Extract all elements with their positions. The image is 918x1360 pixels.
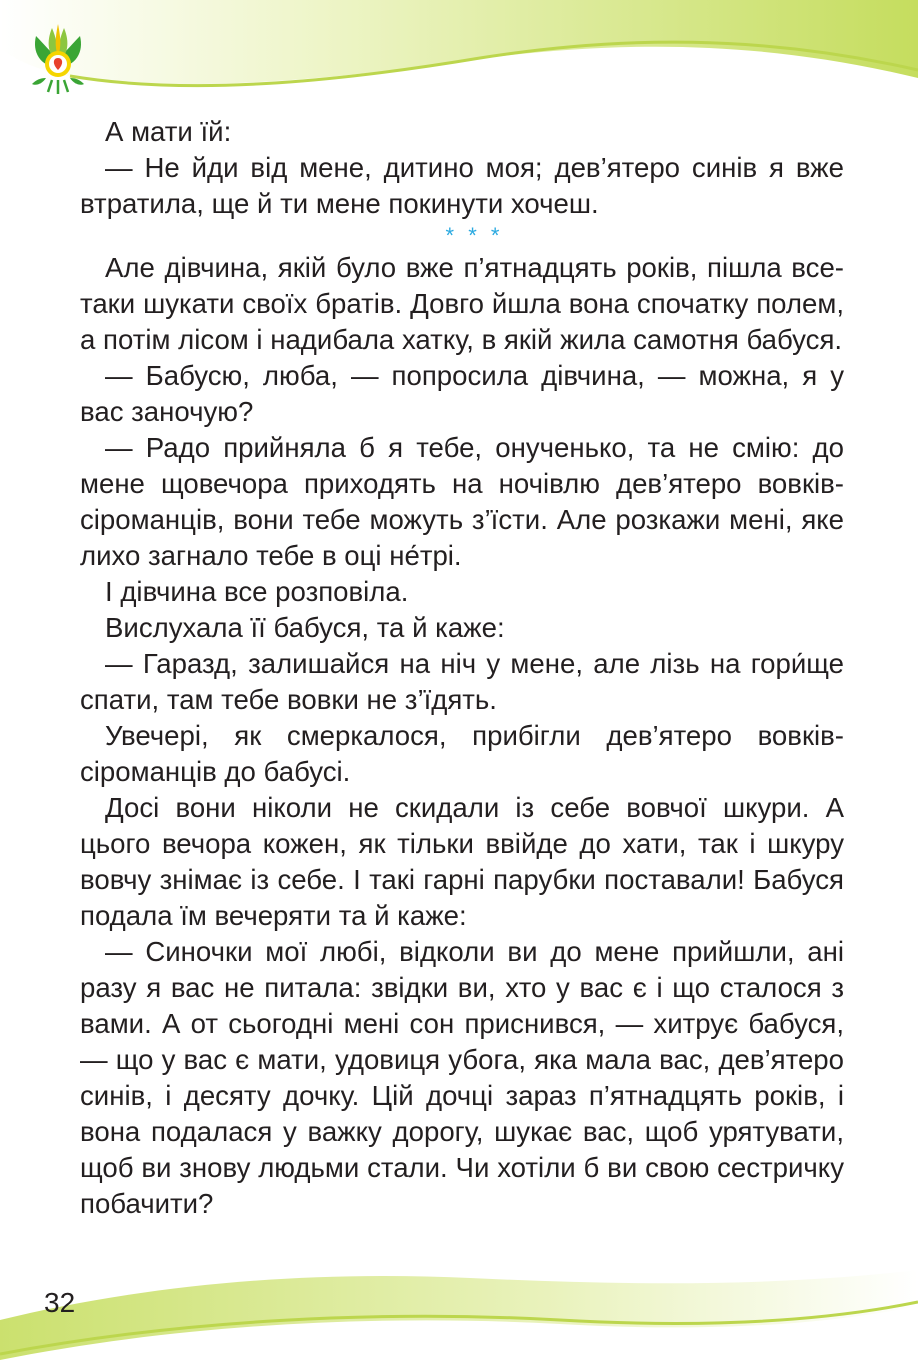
paragraph: А мати їй: xyxy=(105,116,232,147)
section-divider: * * * xyxy=(445,223,504,248)
page-number: 32 xyxy=(44,1287,76,1318)
paragraph: Але дівчина, якій було вже п’ятнадцять років, пішла все-таки шукати своїх братів. Довго йшла вона спочатку полем, а потім лісом і надибала хатку, в якій жила самотня бабуся. xyxy=(80,252,844,355)
paragraph: І дівчина все розповіла. xyxy=(105,576,409,607)
paragraph: — Не йди від мене, дитино моя; дев’ятеро синів я вже втратила, ще й ти мене покинути хочеш. xyxy=(80,152,844,219)
paragraph: — Гаразд, залишайся на ніч у мене, але лізь на гори́ще спати, там тебе вовки не з’їдять. xyxy=(80,648,844,715)
paragraph: — Синочки мої любі, відколи ви до мене прийшли, ані разу я вас не питала: звідки ви, хто у вас є і що сталося з вами. А от сьогодні мені сон приснився, — хитрує бабуся, — що у вас є мати, удовиця убога, яка мала вас, дев’ятеро синів, і десяту дочку. Цій дочці зараз п’ятнадцять років, і вона подалася у важку дорогу, шукає вас, щоб урятувати, щоб ви знову людьми стали. Чи хотіли б ви свою сестричку побачити? xyxy=(80,936,844,1219)
paragraph: — Радо прийняла б я тебе, онученько, та не смію: до мене щовечора приходять на ночівлю дев’ятеро вовків-сіроманців, вони тебе можуть з’їсти. Але розкажи мені, яке лихо загнало тебе в оці не́трі. xyxy=(80,432,844,571)
paragraph: Увечері, як смеркалося, прибігли дев’ятеро вовків-сіроманців до бабусі. xyxy=(80,720,844,787)
folk-flower-ornament-icon xyxy=(26,22,90,98)
bottom-decorative-swoosh xyxy=(0,1250,918,1360)
story-text xyxy=(80,114,844,1222)
paragraph: — Бабусю, люба, — попросила дівчина, — можна, я у вас заночую? xyxy=(80,360,844,427)
paragraph: Досі вони ніколи не скидали із себе вовчої шкури. А цього вечора кожен, як тільки ввійде до хати, так і шкуру вовчу знімає із себе. І такі гарні парубки поставали! Бабуся подала їм вечеряти та й каже: xyxy=(80,792,844,931)
paragraph: Вислухала її бабуся, та й каже: xyxy=(105,612,505,643)
